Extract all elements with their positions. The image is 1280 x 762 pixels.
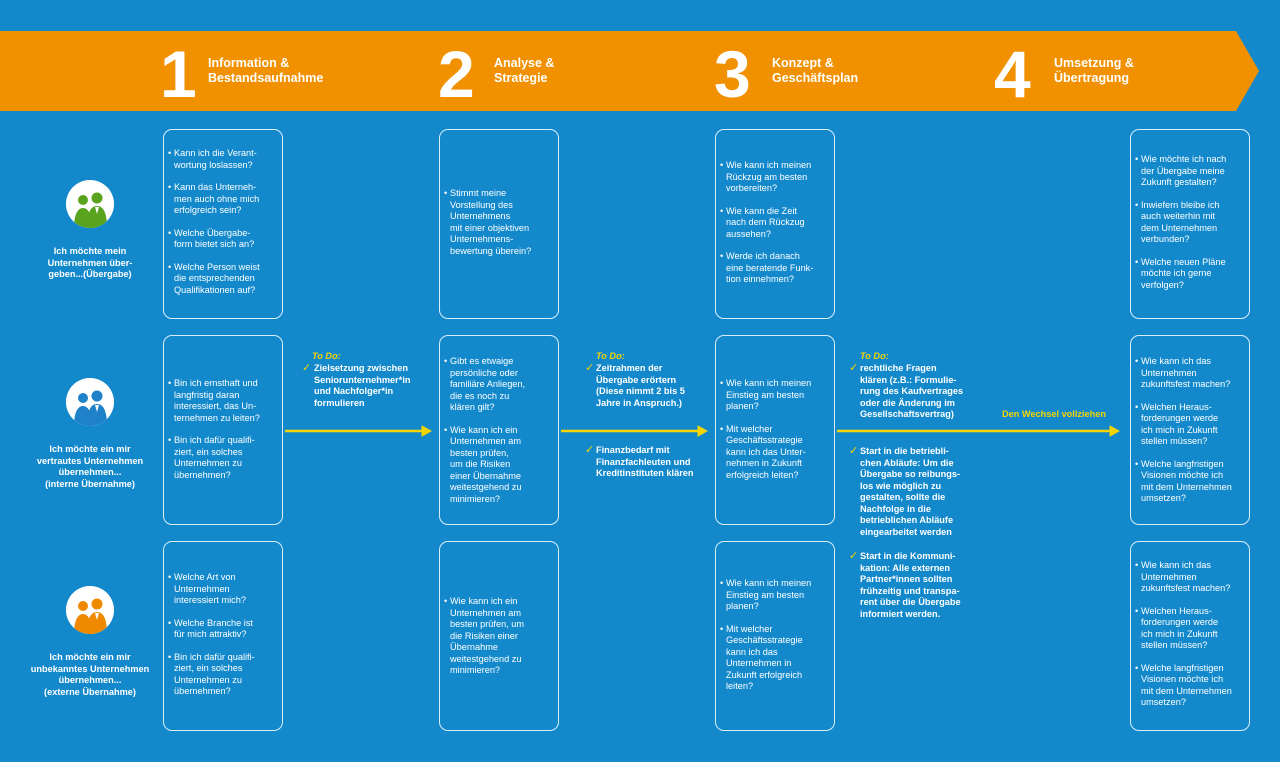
question-line: möchte ich gerne	[1141, 268, 1212, 278]
question-line: wortung loslassen?	[174, 159, 253, 170]
check-icon: ✓	[585, 362, 595, 374]
question-line: leiten?	[726, 681, 754, 691]
row-2-label-line: vertrautes Unternehmen	[36, 455, 144, 466]
step-4-title-line2: Übertragung	[1054, 71, 1129, 85]
question-line: Unternehmen	[174, 583, 230, 594]
todo-line: Start in die betriebli-	[860, 446, 949, 456]
question-line: zukunftsfest machen?	[1141, 583, 1231, 593]
question-line: forderungen werde	[1141, 413, 1219, 423]
question-line: Visionen möchte ich	[1141, 470, 1224, 480]
todo-line: rent über die Übergabe	[860, 597, 961, 607]
todo-line: Gesellschaftsvertrag)	[860, 409, 954, 419]
question-line: • Wie kann ich das	[1141, 560, 1211, 570]
question-line: Zukunft gestalten?	[1141, 177, 1217, 187]
question-line: persönliche oder	[450, 367, 518, 378]
question-line: familiäre Anliegen,	[450, 379, 526, 389]
question-line: • Bin ich dafür qualifi-	[174, 435, 255, 445]
step-3-title-line2: Geschäftsplan	[772, 71, 859, 85]
todo-line: Start in die Kommuni-	[860, 551, 956, 561]
question-line: dem Unternehmen	[1141, 222, 1218, 233]
row-3-label-line: unbekanntes Unternehmen	[30, 663, 150, 674]
question-line: minimieren?	[450, 665, 501, 675]
question-line: • Welche Person weist	[174, 261, 260, 272]
todo-line: Partner*innen sollten	[860, 574, 953, 584]
question-line: Unternehmen	[1141, 367, 1197, 378]
question-line: langfristig daran	[174, 389, 240, 400]
question-line: Qualifikationen auf?	[174, 284, 256, 295]
question-line: • Welche Übergabe-	[174, 227, 251, 238]
step-1-number: 1	[160, 37, 197, 111]
todo-line: Finanzfachleuten und	[596, 456, 691, 467]
question-line: umsetzen?	[1141, 697, 1186, 707]
question-line: die es noch zu	[450, 390, 510, 401]
question-line: einer Übernahme	[450, 470, 521, 481]
question-line: • Welche Art von	[174, 572, 236, 582]
question-line: Visionen möchte ich	[1141, 674, 1224, 684]
todo-line: oder die Änderung im	[860, 397, 955, 408]
todo-line: kation: Alle externen	[860, 562, 951, 573]
question-line: die entsprechenden	[174, 273, 255, 283]
row-2-label-line: Ich möchte ein mir	[49, 444, 131, 454]
todo-line: Zielsetzung zwischen	[314, 363, 408, 373]
todo-line: und Nachfolger*in	[314, 386, 394, 396]
question-line: • Welche neuen Pläne	[1141, 256, 1226, 267]
question-line: planen?	[726, 601, 759, 611]
step-4-number: 4	[994, 37, 1031, 111]
todo-line: eingearbeitet werden	[860, 526, 952, 537]
question-line: men auch ohne mich	[174, 193, 260, 204]
row-1-label-line: Unternehmen über-	[47, 257, 133, 268]
todo-line: (Diese nimmt 2 bis 5	[596, 386, 685, 396]
question-line: zukunftsfest machen?	[1141, 379, 1231, 389]
todo-line: frühzeitig und transpa-	[860, 585, 960, 596]
question-line: • Wie möchte ich nach	[1141, 154, 1227, 164]
question-line: minimieren?	[450, 493, 501, 504]
question-line: Unternehmen am	[450, 607, 521, 618]
check-icon: ✓	[849, 445, 859, 457]
question-line: erfolgreich leiten?	[726, 469, 799, 480]
question-line: weitestgehend zu	[450, 482, 522, 492]
row-1-label-line: geben...(Übergabe)	[48, 269, 132, 279]
question-line: • Welchen Heraus-	[1141, 401, 1212, 412]
row-1-label-line: Ich möchte mein	[53, 246, 127, 256]
question-line: Einstieg am besten	[726, 389, 805, 400]
question-line: klären gilt?	[450, 402, 495, 412]
question-line: Unternehmens-	[450, 234, 514, 244]
question-line: auch weiterhin mit	[1141, 211, 1216, 221]
question-line: um die Risiken	[450, 459, 511, 469]
question-line: Zukunft erfolgreich	[726, 669, 803, 680]
arrow-1-head	[422, 426, 431, 436]
question-line: besten prüfen,	[450, 447, 509, 458]
question-line: kann ich das Unter-	[726, 446, 806, 457]
step-1-title-line1: Information &	[208, 56, 290, 70]
question-line: Unternehmen am	[450, 436, 521, 446]
question-line: forderungen werde	[1141, 617, 1219, 627]
question-line: Vorstellung des	[450, 199, 513, 210]
arrow-label: Den Wechsel vollziehen	[1002, 409, 1106, 419]
question-line: Übernahme	[450, 642, 499, 652]
todo-line: Nachfolge in die	[860, 503, 931, 514]
question-line: mit dem Unternehmen	[1141, 685, 1232, 696]
question-line: Unternehmens	[450, 211, 511, 221]
question-line: • Welche langfristigen	[1141, 458, 1224, 469]
question-line: eine beratende Funk-	[726, 262, 814, 273]
check-icon: ✓	[585, 444, 595, 456]
question-line: • Mit welcher	[726, 623, 773, 634]
question-line: form bietet sich an?	[174, 239, 255, 249]
step-3-title-line1: Konzept &	[772, 56, 834, 70]
question-line: ich mich in Zukunft	[1141, 628, 1218, 639]
question-line: stellen müssen?	[1141, 436, 1208, 446]
row-2-label-line: übernehmen...	[58, 467, 122, 477]
question-line: ternehmen zu leiten?	[174, 412, 260, 423]
row-3-label-line: übernehmen...	[58, 675, 122, 685]
question-line: • Wie kann ich meinen	[726, 160, 812, 170]
todo-line: Übergabe so reibungs-	[860, 469, 961, 479]
question-line: • Inwiefern bleibe ich	[1141, 199, 1220, 210]
question-line: erfolgreich sein?	[174, 205, 242, 215]
question-line: verfolgen?	[1141, 279, 1184, 290]
question-line: • Welche Branche ist	[174, 617, 253, 628]
question-line: weitestgehend zu	[450, 653, 522, 664]
todo-3-heading: To Do:	[860, 351, 889, 361]
question-line: mit dem Unternehmen	[1141, 481, 1232, 492]
question-line: • Bin ich dafür qualifi-	[174, 651, 255, 662]
question-line: • Welche langfristigen	[1141, 662, 1224, 673]
question-line: • Stimmt meine	[450, 188, 507, 198]
question-line: aussehen?	[726, 228, 771, 239]
todo-line: Kreditinstituten klären	[596, 468, 694, 478]
question-line: ziert, ein solches	[174, 446, 243, 457]
row-3-label-line: Ich möchte ein mir	[49, 652, 131, 662]
question-line: ziert, ein solches	[174, 663, 243, 673]
question-line: übernehmen?	[174, 686, 231, 696]
todo-2-item-2	[596, 445, 694, 480]
question-line: • Wie kann ich meinen	[726, 578, 812, 588]
question-line: Unternehmen in	[726, 658, 792, 668]
question-line: planen?	[726, 401, 759, 411]
todo-line: Finanzbedarf mit	[596, 445, 670, 455]
question-line: Geschäftsstrategie	[726, 635, 803, 645]
step-3-number: 3	[714, 37, 751, 111]
todo-1-item	[314, 363, 411, 409]
question-line: Unternehmen	[1141, 571, 1197, 582]
question-line: interessiert, das Un-	[174, 401, 257, 411]
todo-1-heading: To Do:	[312, 351, 341, 361]
question-line: • Kann ich die Verant-	[174, 148, 257, 158]
question-line: Einstieg am besten	[726, 589, 805, 600]
question-line: • Werde ich danach	[726, 251, 800, 261]
question-line: die Risiken einer	[450, 630, 518, 641]
question-line: umsetzen?	[1141, 493, 1186, 503]
question-line: • Bin ich ernsthaft und	[174, 378, 258, 388]
question-line: Rückzug am besten	[726, 171, 808, 182]
todo-line: gestalten, sollte die	[860, 492, 946, 502]
check-icon: ✓	[849, 362, 859, 374]
question-line: vorbereiten?	[726, 183, 778, 193]
step-4-title-line1: Umsetzung &	[1054, 56, 1134, 70]
question-line: • Welchen Heraus-	[1141, 605, 1212, 616]
question-line: nehmen in Zukunft	[726, 458, 803, 468]
todo-line: klären (z.B.: Formulie-	[860, 374, 957, 385]
todo-3-item-1	[860, 363, 963, 421]
question-line: besten prüfen, um	[450, 619, 525, 629]
todo-line: Seniorunternehmer*in	[314, 374, 411, 385]
question-line: • Wie kann ich ein	[450, 424, 518, 435]
todo-line: los wie möglich zu	[860, 480, 942, 491]
question-line: Unternehmen zu	[174, 458, 242, 468]
arrow-3-head	[1110, 426, 1119, 436]
question-line: Unternehmen zu	[174, 674, 242, 685]
todo-2-heading: To Do:	[596, 351, 625, 361]
question-line: tion einnehmen?	[726, 274, 794, 284]
question-line: Geschäftsstrategie	[726, 435, 803, 445]
todo-line: informiert werden.	[860, 608, 941, 619]
question-line: • Kann das Unterneh-	[174, 182, 257, 192]
step-2-title-line1: Analyse &	[494, 56, 555, 70]
question-line: • Wie kann die Zeit	[726, 205, 797, 216]
todo-line: rechtliche Fragen	[860, 363, 937, 373]
question-line: interessiert mich?	[174, 595, 246, 605]
check-icon: ✓	[849, 550, 859, 562]
row-3-label-line: (externe Übernahme)	[44, 686, 136, 697]
todo-line: Zeitrahmen der	[596, 363, 663, 373]
question-line: • Gibt es etwaige	[450, 356, 514, 366]
question-line: für mich attraktiv?	[174, 629, 247, 639]
question-line: • Wie kann ich ein	[450, 596, 518, 606]
question-line: • Wie kann ich das	[1141, 356, 1211, 366]
question-line: bewertung überein?	[450, 245, 532, 256]
question-line: mit einer objektiven	[450, 222, 530, 233]
question-line: ich mich in Zukunft	[1141, 424, 1218, 435]
todo-line: formulieren	[314, 397, 365, 408]
question-line: verbunden?	[1141, 234, 1190, 244]
todo-3-item-3	[860, 551, 961, 620]
question-line: • Mit welcher	[726, 423, 773, 434]
question-line: • Wie kann ich meinen	[726, 378, 812, 388]
row-2-label-line: (interne Übernahme)	[45, 478, 135, 489]
todo-line: Jahre in Anspruch.)	[596, 397, 682, 408]
check-icon: ✓	[302, 362, 312, 374]
arrow-2-head	[698, 426, 707, 436]
question-line: nach dem Rückzug	[726, 217, 805, 227]
todo-line: betrieblichen Abläufe	[860, 515, 954, 525]
step-2-title-line2: Strategie	[494, 71, 548, 85]
question-line: der Übergabe meine	[1141, 165, 1225, 176]
todo-line: Übergabe erörtern	[596, 374, 677, 385]
todo-2-item-1	[596, 363, 685, 409]
question-line: kann ich das	[726, 646, 778, 657]
step-1-title-line2: Bestandsaufnahme	[208, 71, 324, 85]
question-line: stellen müssen?	[1141, 640, 1208, 650]
todo-line: rung des Kaufvertrages	[860, 386, 964, 396]
question-line: übernehmen?	[174, 469, 231, 480]
todo-3-item-2	[860, 446, 960, 538]
step-2-number: 2	[438, 37, 475, 111]
todo-line: chen Abläufe: Um die	[860, 457, 954, 468]
